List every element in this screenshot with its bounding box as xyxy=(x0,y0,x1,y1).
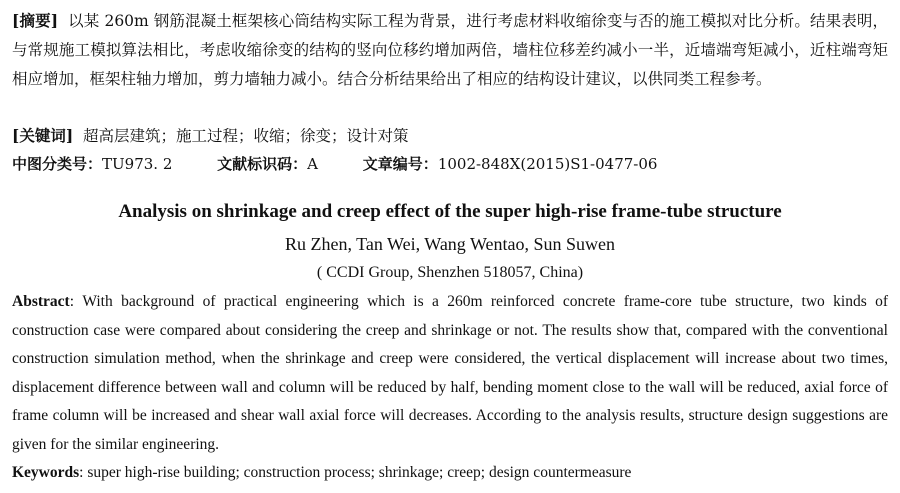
chinese-keywords-label: [关键词] xyxy=(12,126,74,145)
document-code-value: A xyxy=(307,155,319,173)
english-title: Analysis on shrinkage and creep effect of the super high-rise frame-tube structure xyxy=(118,201,782,222)
clc-value: TU973. 2 xyxy=(102,155,173,173)
article-number-label: 文章编号： xyxy=(362,155,438,173)
english-abstract-label: Abstract xyxy=(12,293,70,310)
english-affiliation: ( CCDI Group, Shenzhen 518057, China) xyxy=(316,264,584,281)
chinese-abstract-label: [摘要] xyxy=(12,11,59,30)
english-abstract-colon: : xyxy=(69,293,74,310)
document-code xyxy=(217,155,318,173)
english-keywords-colon: : xyxy=(79,464,84,481)
article-number xyxy=(363,155,658,173)
chinese-abstract-text: 以某 260m 钢筋混凝土框架核心筒结构实际工程为背景，进行考虑材料收缩徐变与否的施工模拟对比分析。结果表明，与常规施工模拟算法相比，考虑收缩徐变的结构的竖向位移约增加两倍，墙柱位移差约减小一半，近墙端弯矩减小，近柱端弯矩相应增加，框架柱轴力增加，剪力墙轴力减小。结合分析结果给出了相应的结构设计建议，以供同类工程参考。 xyxy=(12,12,889,88)
english-authors: Ru Zhen, Tan Wei, Wang Wentao, Sun Suwen xyxy=(284,234,616,254)
chinese-metadata-line xyxy=(12,150,888,179)
english-keywords-text: super high-rise building; construction process; shrinkage; creep; design countermeasure xyxy=(87,464,632,481)
article-number-value: 1002-848X(2015)S1-0477-06 xyxy=(437,155,658,173)
english-keywords-label: Keywords xyxy=(12,464,80,481)
clc-label: 中图分类号： xyxy=(12,155,103,173)
english-abstract-text: With background of practical engineering which is a 260m reinforced concrete frame-core tube structure, two kinds of construction case were compared about considering the creep and shrinkage or not. The results show that, compared with the conventional construction simulation method, when the shrinkage and creep were considered, the vertical displacement will increase about two times, displacement difference between wall and column will be reduced by half, bending moment close to the wall will be reduced, axial force of frame column will be increased and shear wall axial force will decreases. According to the analysis results, structure design suggestions are given for the similar engineering. xyxy=(12,293,888,453)
chinese-keywords xyxy=(12,121,888,151)
english-abstract xyxy=(12,288,888,459)
chinese-abstract xyxy=(12,6,888,94)
chinese-keywords-text: 超高层建筑；施工过程；收缩；徐变；设计对策 xyxy=(83,127,409,145)
clc-number xyxy=(12,155,172,173)
document-code-label: 文献标识码： xyxy=(217,155,308,173)
english-keywords xyxy=(12,459,888,487)
